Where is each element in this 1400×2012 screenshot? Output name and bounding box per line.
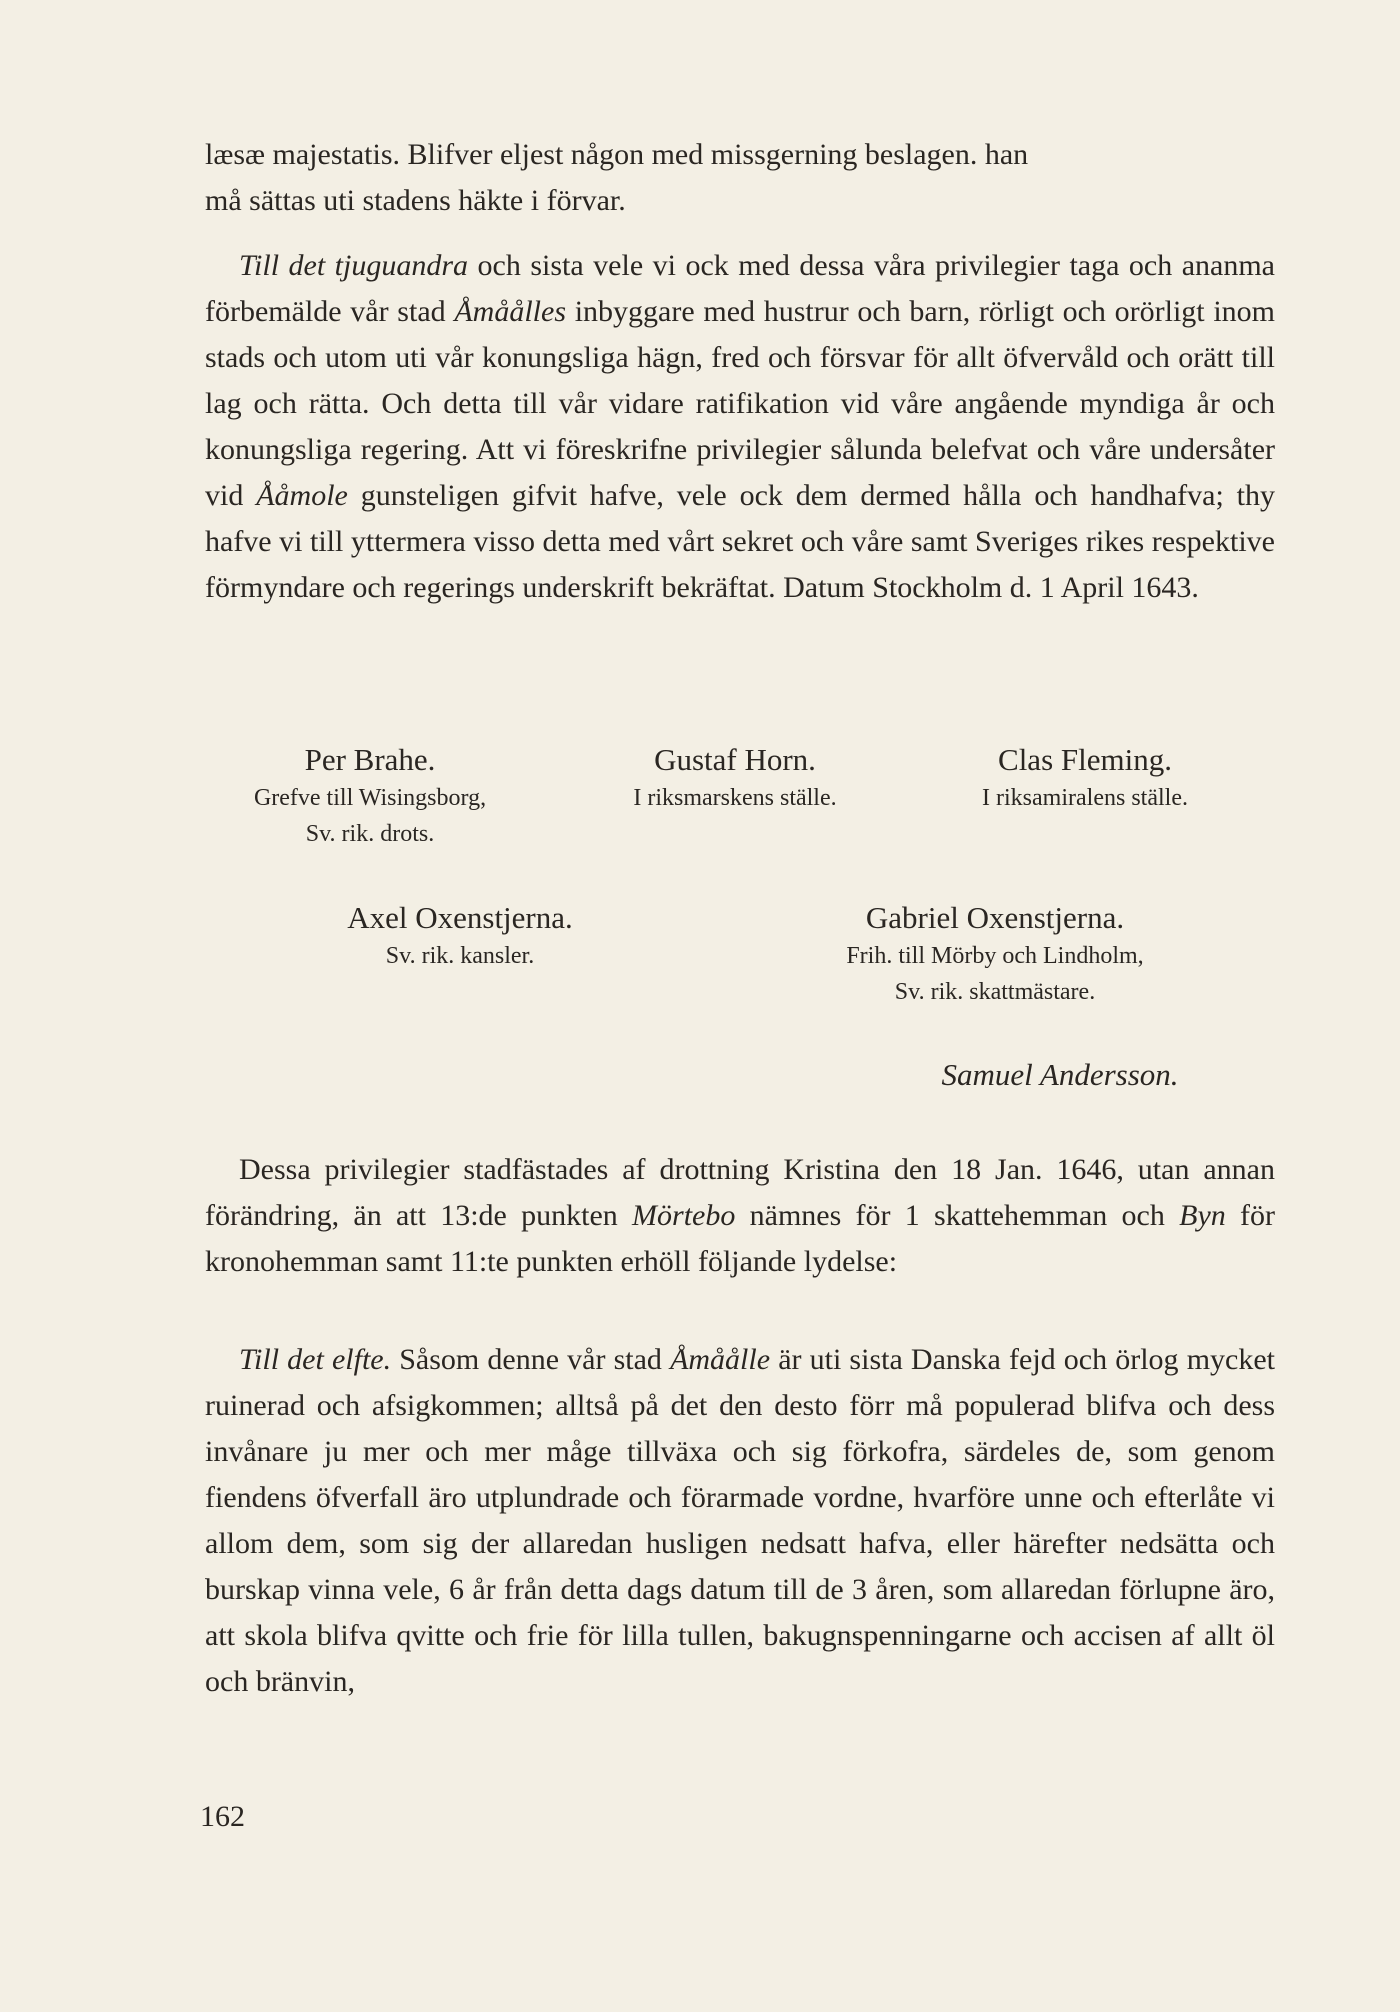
place-amalle-2: Åmåålle: [670, 1343, 771, 1376]
signature-horn: [585, 740, 885, 816]
paragraph-confirmation: [205, 1147, 1275, 1285]
signature-title: Sv. rik. kansler.: [385, 943, 535, 969]
signature-name: Clas Fleming.: [998, 742, 1172, 777]
signature-name: Gustaf Horn.: [654, 742, 816, 777]
paragraph-11-lead: Till det elfte.: [239, 1343, 392, 1376]
paragraph-confirmation-part1: Dessa privilegier stadfästades af drottning Kristina den 18 Jan. 1646, utan annan förändring, än att 13:de punkten: [205, 1153, 1275, 1232]
signature-title: I riksamiralens ställe.: [982, 785, 1188, 811]
paragraph-confirmation-part3: för kronohemman samt 11:te punkten erhöll följande lydelse:: [205, 1199, 1276, 1278]
signature-fleming: [940, 740, 1230, 816]
paragraph-11-text: [205, 1337, 1275, 1705]
place-amalle: Åmåålles: [454, 295, 566, 328]
place-byn: Byn: [1179, 1199, 1226, 1232]
paragraph-22-lead: Till det tjuguandra: [239, 249, 469, 282]
signature-title: Grefve till Wisingsborg,: [253, 785, 487, 811]
signature-name: Gabriel Oxenstjerna.: [865, 900, 1125, 935]
paragraph-11-part2: är uti sista Danska fejd och örlog mycket ruinerad och afsigkommen; alltså på det den desto förr må populerad blifva och dess invånare ju mer och mer måge tillväxa och sig förkofra, särdeles de, som genom fiendens öfverfall äro utplundrade och förarmade vordne, hvarföre unne och efterlåte vi allom dem, som sig der allaredan husligen nedsatt hafva, eller härefter nedsätta och burskap vinna vele, 6 år från detta dags datum till de 3 åren, som allaredan förlupne äro, att skola blifva qvitte och frie för lilla tullen, bakugnspenningarne och accisen af allt öl och bränvin,: [205, 1343, 1275, 1698]
paragraph-11: [205, 1337, 1275, 1705]
place-aamole: Ååmole: [256, 479, 348, 512]
paragraph-22-part1: och sista vele vi ock med dessa våra privilegier taga och ananma förbemälde vår stad: [205, 249, 1276, 328]
signature-axel: [310, 898, 610, 974]
paragraph-22-text: [205, 243, 1275, 611]
text-line-2: må sättas uti stadens häkte i förvar.: [205, 184, 626, 217]
opening-lines: [205, 132, 1275, 224]
signature-name: Per Brahe.: [304, 742, 436, 777]
signature-samuel: Samuel Andersson.: [941, 1057, 1179, 1092]
place-mortebo: Mörtebo: [632, 1199, 736, 1232]
signature-title: Frih. till Mörby och Lindholm,: [846, 943, 1144, 969]
signature-gabriel: [795, 898, 1195, 1010]
paragraph-22-part3: gunsteligen gifvit hafve, vele ock dem dermed hålla och handhafva; thy hafve vi till yttermera visso detta med vårt sekret och våre samt Sveriges rikes respektive förmyndare och regerings underskrift bekräftat. Datum Stockholm d. 1 April 1643.: [205, 479, 1275, 604]
signature-title: Sv. rik. skattmästare.: [894, 979, 1096, 1005]
signature-title: I riksmarskens ställe.: [633, 785, 837, 811]
paragraph-confirmation-part2: nämnes för 1 skattehemman och: [749, 1199, 1165, 1232]
page-number: 162: [200, 1800, 245, 1833]
paragraph-22-part2: inbyggare med hustrur och barn, rörligt och orörligt inom stads och utom uti vår konungsliga hägn, fred och försvar för allt öfvervåld och orätt till lag och rätta. Och detta till vår vidare ratifikation vid våre angående myndiga år och konungsliga regering. Att vi föreskrifne privilegier sålunda belefvat och våre undersåter vid: [205, 295, 1275, 512]
paragraph-22: [205, 243, 1275, 611]
paragraph-11-part1: Såsom denne vår stad: [399, 1343, 662, 1376]
text-line-1: læsæ majestatis. Blifver eljest någon med missgerning beslagen. han: [205, 138, 1029, 171]
signature-brahe: [205, 740, 535, 852]
signature-name: Axel Oxenstjerna.: [347, 900, 573, 935]
paragraph-confirmation-text: [205, 1147, 1275, 1285]
signature-title: Sv. rik. drots.: [305, 821, 435, 847]
